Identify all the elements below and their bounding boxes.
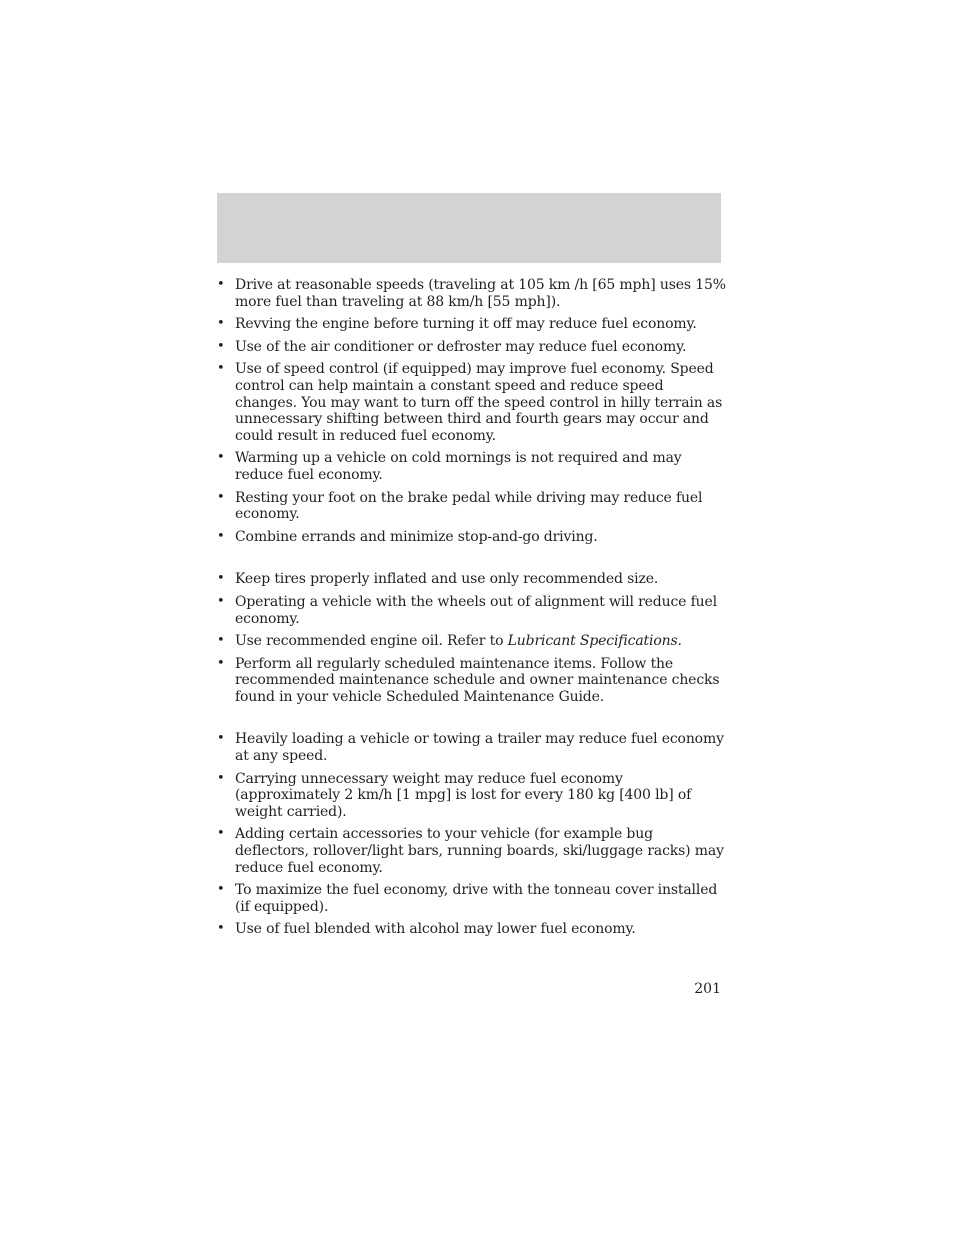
list-item-text: To maximize the fuel economy, drive with the tonneau cover installed (if equipped). <box>235 882 718 915</box>
list-item <box>217 594 727 627</box>
list-item-text: Keep tires properly inflated and use only recommended size. <box>235 571 659 588</box>
driving-habits-list <box>217 277 727 545</box>
bullet-icon: • <box>217 826 225 842</box>
bullet-icon: • <box>217 571 225 587</box>
list-item <box>217 571 727 588</box>
list-item <box>217 316 727 333</box>
list-item-text: Adding certain accessories to your vehicle (for example bug deflectors, rollover/light bars, running boards, ski/luggage racks) may reduce fuel economy. <box>235 826 724 876</box>
list-item-text: Drive at reasonable speeds (traveling at 105 km /h [65 mph] uses 15% more fuel than traveling at 88 km/h [55 mph]). <box>235 277 726 310</box>
list-item <box>217 882 727 915</box>
list-item <box>217 731 727 764</box>
list-item <box>217 771 727 821</box>
list-item-text: Carrying unnecessary weight may reduce fuel economy (approximately 2 km/h [1 mpg] is lost for every 180 kg [400 lb] of weight carried). <box>235 770 692 820</box>
list-item-text: Use of fuel blended with alcohol may lower fuel economy. <box>235 921 636 938</box>
list-item <box>217 490 727 523</box>
list-item <box>217 921 727 938</box>
page-body <box>217 277 727 944</box>
list-item <box>217 826 727 876</box>
bullet-icon: • <box>217 450 225 466</box>
bullet-icon: • <box>217 489 225 505</box>
list-item-text: Use recommended engine oil. Refer to <box>235 633 508 650</box>
bullet-icon: • <box>217 361 225 377</box>
list-item-text: Use of speed control (if equipped) may improve fuel economy. Speed control can help maintain a constant speed and reduce speed changes. You may want to turn off the speed control in hilly terrain as unnecessary shifting between third and fourth gears may occur and could result in reduced fuel economy. <box>235 361 723 444</box>
bullet-icon: • <box>217 316 225 332</box>
list-item <box>217 450 727 483</box>
bullet-icon: • <box>217 882 225 898</box>
bullet-icon: • <box>217 731 225 747</box>
bullet-icon: • <box>217 633 225 649</box>
list-item-text: Heavily loading a vehicle or towing a trailer may reduce fuel economy at any speed. <box>235 731 724 765</box>
list-item-text: Use of the air conditioner or defroster may reduce fuel economy. <box>235 338 687 355</box>
list-item <box>217 361 727 444</box>
section-header-band <box>217 193 721 263</box>
list-item-text: Warming up a vehicle on cold mornings is not required and may reduce fuel economy. <box>235 450 682 483</box>
bullet-icon: • <box>217 338 225 354</box>
list-item-text: Combine errands and minimize stop-and-go driving. <box>235 528 598 545</box>
bullet-icon: • <box>217 528 225 544</box>
bullet-icon: • <box>217 770 225 786</box>
section-spacer <box>217 711 727 731</box>
list-item-text: Operating a vehicle with the wheels out of alignment will reduce fuel economy. <box>235 593 717 627</box>
list-item-text: Revving the engine before turning it off may reduce fuel economy. <box>235 316 697 333</box>
list-item <box>217 529 727 546</box>
bullet-icon: • <box>217 277 225 292</box>
list-item-text: Perform all regularly scheduled maintenance items. Follow the recommended maintenance schedule and owner maintenance checks found in your vehicle Scheduled Maintenance Guide. <box>235 655 720 705</box>
list-item <box>217 339 727 356</box>
lubricant-specifications-reference: Lubricant Specifications. <box>507 633 682 650</box>
list-item <box>217 656 727 706</box>
bullet-icon: • <box>217 593 225 609</box>
maintenance-list <box>217 571 727 705</box>
list-item-text: Resting your foot on the brake pedal while driving may reduce fuel economy. <box>235 489 703 523</box>
list-item <box>217 277 727 310</box>
section-spacer <box>217 551 727 571</box>
bullet-icon: • <box>217 655 225 671</box>
bullet-icon: • <box>217 921 225 937</box>
page-number: 201 <box>694 981 721 997</box>
list-item <box>217 633 727 650</box>
vehicle-load-list <box>217 731 727 938</box>
